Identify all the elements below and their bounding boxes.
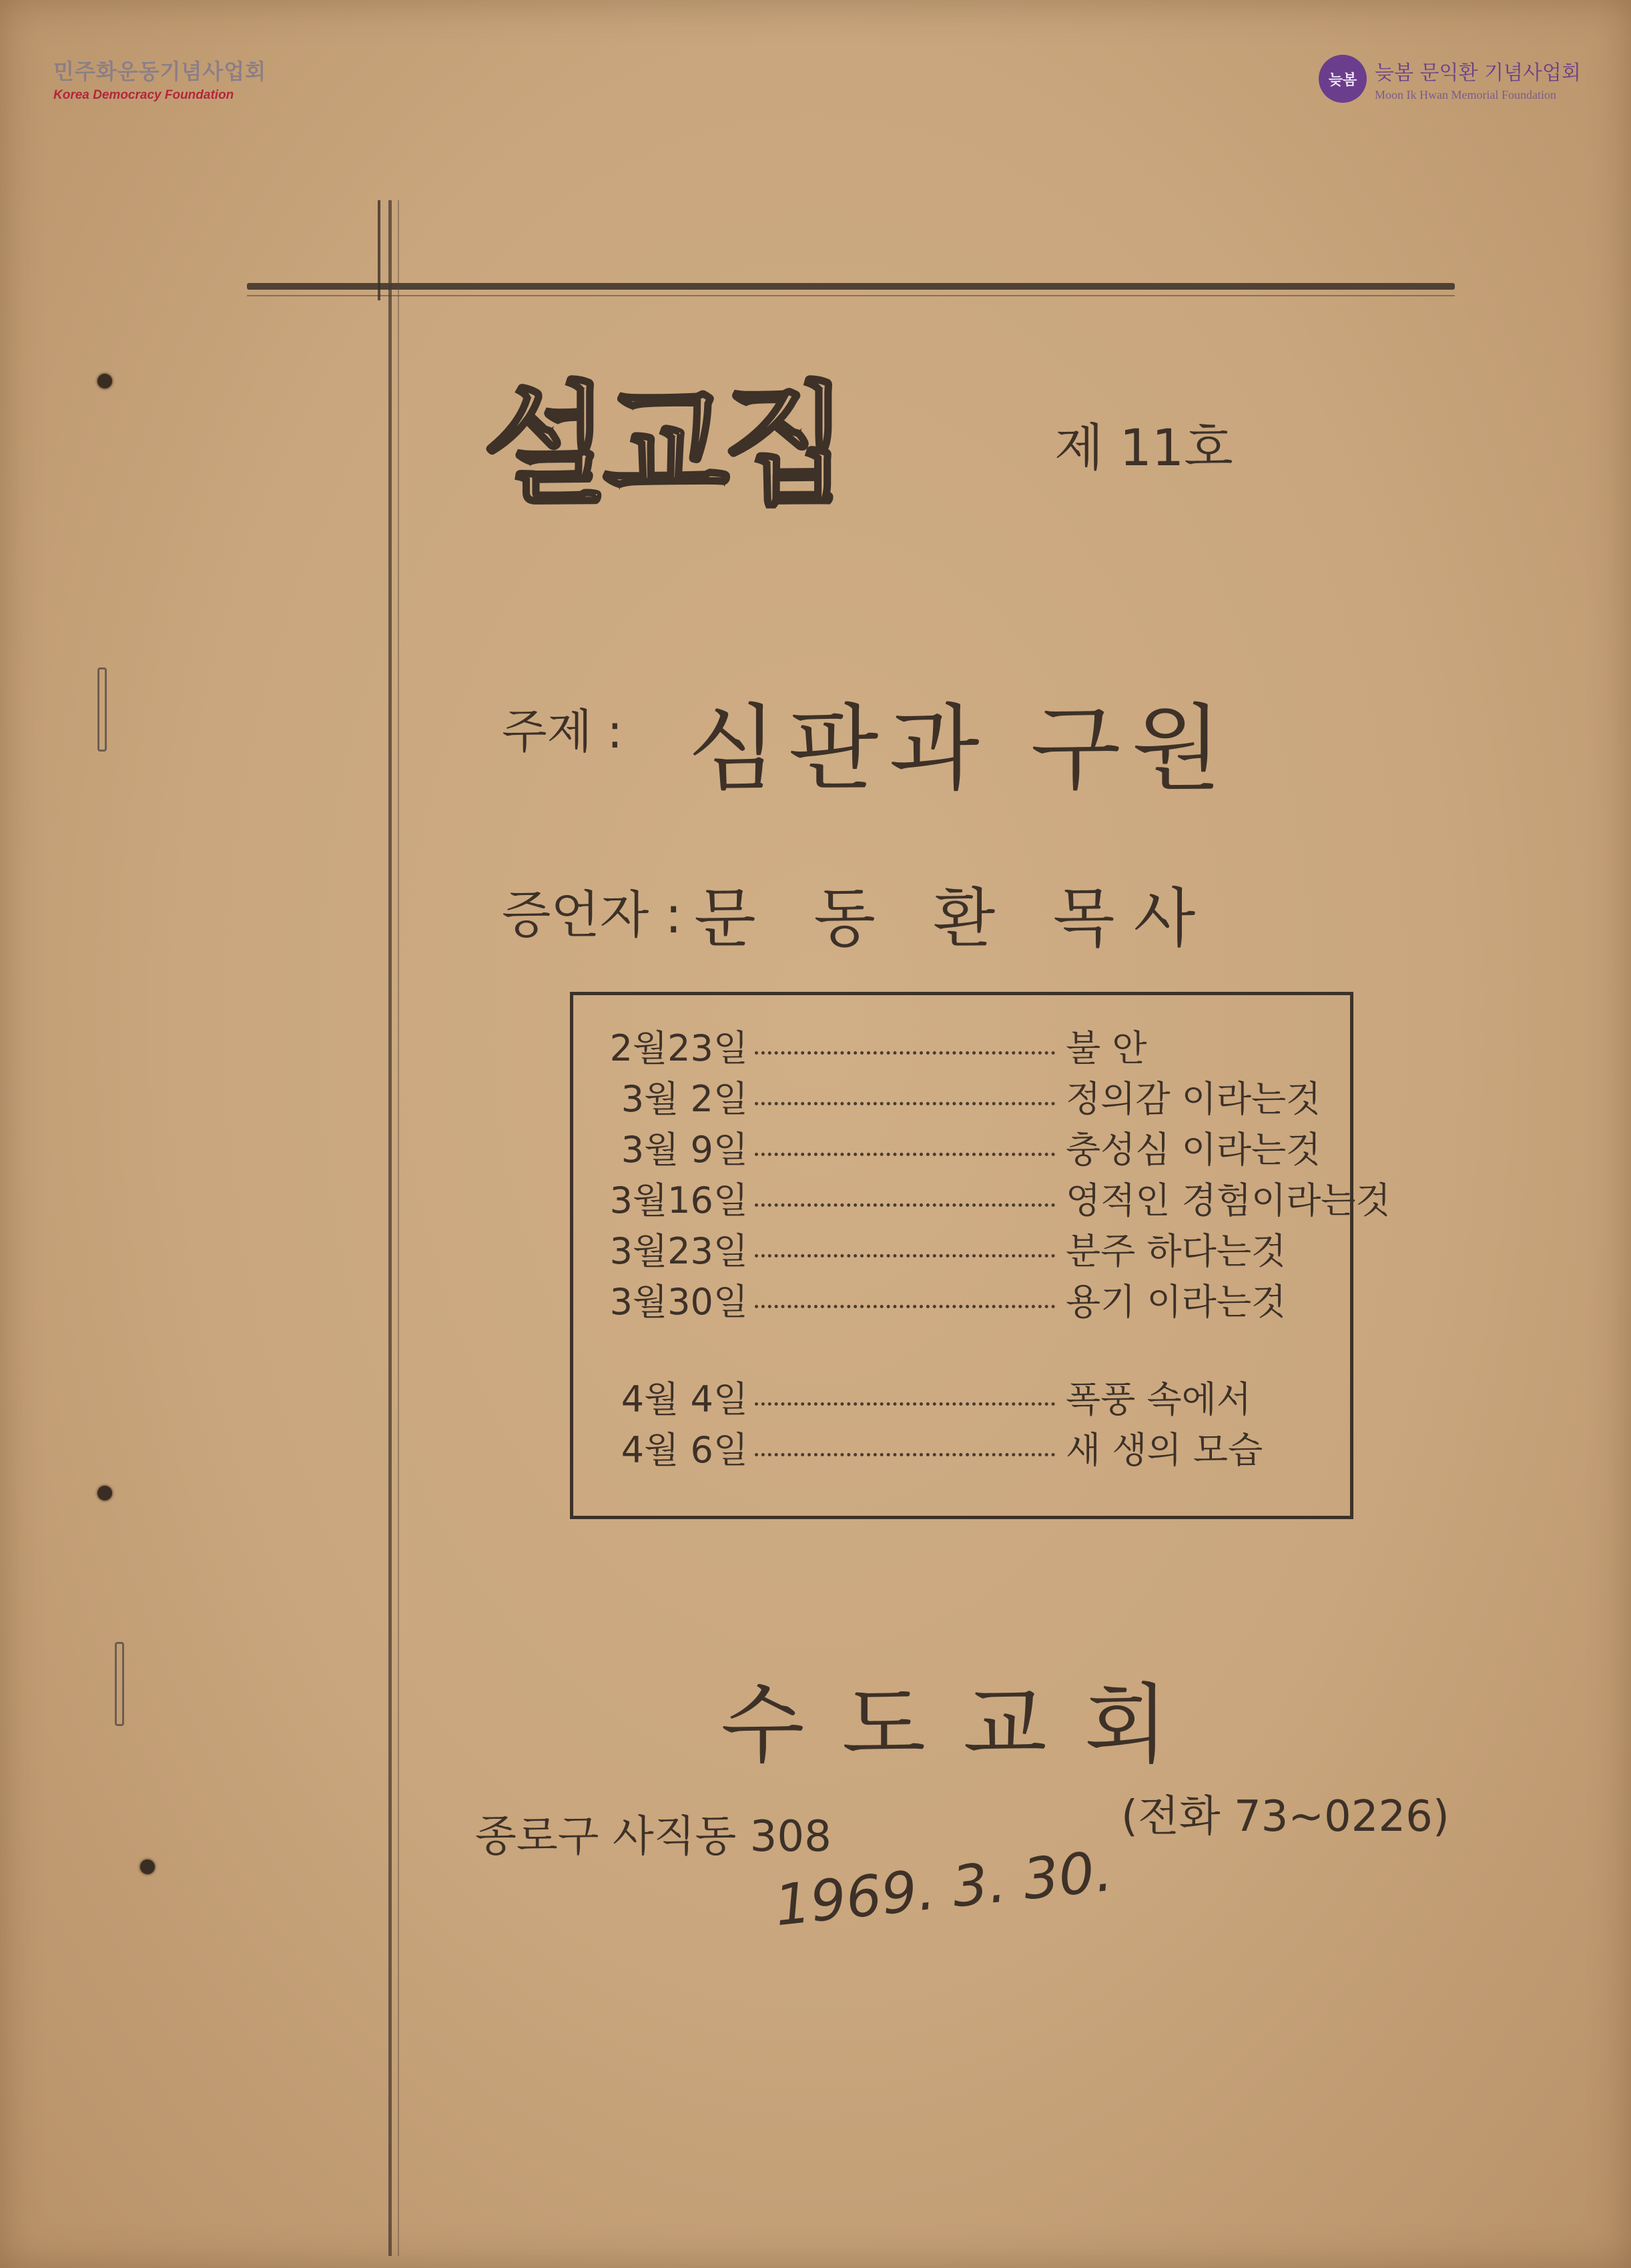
dotted-leader xyxy=(755,1051,1055,1055)
church-address: 종로구 사직동 308 xyxy=(475,1812,832,1862)
dotted-leader xyxy=(755,1305,1055,1308)
sermon-schedule-box xyxy=(570,992,1391,1519)
dotted-leader xyxy=(755,1254,1055,1257)
schedule-sermon-title: 분주 하다는것 xyxy=(1066,1229,1287,1272)
schedule-sermon-title: 불 안 xyxy=(1066,1027,1147,1069)
church-phone: (전화 73~0226) xyxy=(1121,1792,1449,1841)
dotted-leader xyxy=(755,1453,1055,1456)
schedule-date: 3월23일 xyxy=(609,1229,748,1272)
topic-value: 심판과 구원 xyxy=(687,695,1233,804)
collection-title: 설교집 xyxy=(483,370,843,522)
top-horizontal-rule-thin xyxy=(247,295,1455,296)
schedule-row xyxy=(573,1424,1263,1470)
schedule-row xyxy=(573,1225,1286,1271)
schedule-date: 3월 2일 xyxy=(621,1077,748,1120)
vertical-rule-top-mark xyxy=(378,200,380,300)
dotted-leader xyxy=(755,1203,1055,1207)
punch-hole xyxy=(97,374,112,388)
schedule-date: 2월23일 xyxy=(609,1027,748,1069)
schedule-row xyxy=(573,1123,1321,1170)
dotted-leader xyxy=(755,1402,1055,1406)
schedule-date: 3월30일 xyxy=(609,1280,748,1323)
left-vertical-rule xyxy=(388,200,392,2256)
schedule-date: 3월 9일 xyxy=(621,1128,748,1171)
schedule-row xyxy=(573,1174,1391,1221)
kdf-logo-english: Korea Democracy Foundation xyxy=(53,88,234,102)
mihf-logo-korean: 늦봄 문익환 기념사업회 xyxy=(1375,61,1581,85)
dotted-leader xyxy=(755,1153,1055,1156)
kdf-logo-korean: 민주화운동기념사업회 xyxy=(53,59,267,84)
dotted-leader xyxy=(755,1102,1055,1105)
moon-ik-hwan-foundation-logo xyxy=(1319,55,1581,103)
schedule-row xyxy=(573,1073,1321,1119)
topic-label: 주제 : xyxy=(502,704,623,759)
staple-mark xyxy=(115,1642,124,1726)
issue-number: 제 11호 xyxy=(1054,418,1233,477)
schedule-sermon-title: 새 생의 모습 xyxy=(1066,1428,1263,1471)
mihf-logo-english: Moon Ik Hwan Memorial Foundation xyxy=(1375,87,1556,101)
schedule-sermon-title: 충성심 이라는것 xyxy=(1066,1128,1321,1171)
schedule-sermon-title: 용기 이라는것 xyxy=(1066,1280,1287,1323)
punch-hole xyxy=(97,1486,112,1500)
schedule-row xyxy=(573,1373,1251,1420)
top-horizontal-rule xyxy=(247,283,1455,290)
schedule-date: 3월16일 xyxy=(609,1179,748,1221)
church-name: 수도교회 xyxy=(721,1674,1206,1775)
speaker-value: 문 동 환 목사 xyxy=(694,881,1215,956)
schedule-sermon-title: 정의감 이라는것 xyxy=(1066,1077,1321,1120)
schedule-sermon-title: 폭풍 속에서 xyxy=(1066,1378,1251,1420)
publication-date: 1969. 3. 30. xyxy=(771,1837,1116,1939)
speaker-label: 증언자 : xyxy=(502,885,683,944)
schedule-date: 4월 4일 xyxy=(621,1378,748,1420)
schedule-date: 4월 6일 xyxy=(621,1428,748,1471)
schedule-row xyxy=(573,1022,1147,1069)
schedule-row xyxy=(573,1275,1286,1322)
schedule-sermon-title: 영적인 경험이라는것 xyxy=(1066,1179,1391,1221)
left-vertical-rule-thin xyxy=(398,200,399,2256)
neutbom-badge-icon: 늦봄 xyxy=(1319,55,1367,103)
punch-hole xyxy=(140,1860,155,1874)
korea-democracy-foundation-logo xyxy=(53,55,266,103)
staple-mark xyxy=(97,667,107,752)
